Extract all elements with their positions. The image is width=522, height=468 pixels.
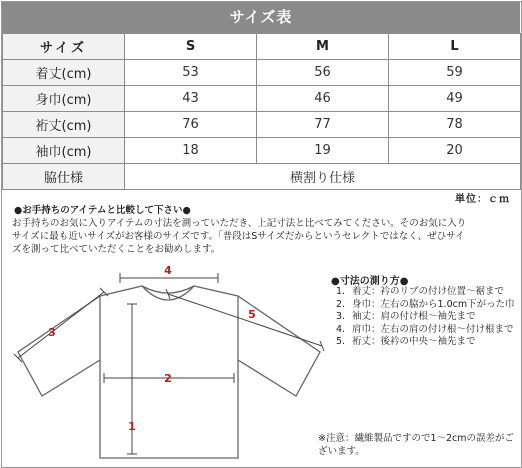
dimension-label-5: 5 bbox=[248, 308, 256, 321]
table-row bbox=[3, 86, 521, 112]
table-cell: 18 bbox=[125, 138, 257, 164]
list-number: 5. bbox=[336, 336, 346, 348]
dimension-label-2: 2 bbox=[164, 372, 172, 385]
compare-line: お手持ちのお気に入りアイテムの寸法を測っていただき、上記寸法と比べてみてください。そのお気に入り bbox=[12, 218, 467, 229]
tshirt-diagram bbox=[0, 240, 330, 468]
dimension-label-4: 4 bbox=[164, 264, 172, 277]
compare-line: サイズに最も近いサイズがお客様のサイズです。「普段はSサイズだからというセレクトではなく、ぜひサイ bbox=[12, 231, 465, 242]
table-cell: 78 bbox=[389, 112, 521, 138]
measure-list bbox=[336, 286, 518, 349]
list-number: 4. bbox=[336, 323, 346, 335]
tshirt-left-sleeve bbox=[18, 296, 100, 396]
table-cell: 56 bbox=[257, 60, 389, 86]
measure-heading: ●寸法の測り方● bbox=[331, 276, 409, 287]
table-cell: 43 bbox=[125, 86, 257, 112]
table-cell: 53 bbox=[125, 60, 257, 86]
list-number: 3. bbox=[336, 311, 346, 323]
table-row bbox=[3, 138, 521, 164]
tshirt-collar bbox=[142, 286, 194, 293]
compare-heading: ●お手持ちのアイテムと比較して下さい● bbox=[14, 205, 191, 216]
dimension-label-1: 1 bbox=[128, 420, 136, 433]
table-cell-merged: 横割り仕様 bbox=[125, 164, 521, 190]
table-cell: 76 bbox=[125, 112, 257, 138]
row-label: 袖巾(cm) bbox=[3, 138, 125, 164]
unit-label: 単位：ｃｍ bbox=[455, 194, 510, 205]
table-header-cell: S bbox=[125, 34, 257, 60]
list-text: 裄丈：後衿の中央～袖先まで bbox=[352, 336, 476, 348]
size-table bbox=[2, 33, 521, 190]
row-label: 身巾(cm) bbox=[3, 86, 125, 112]
list-text: 袖丈：肩の付け根～袖先まで bbox=[352, 311, 476, 323]
table-cell: 59 bbox=[389, 60, 521, 86]
list-number: 2. bbox=[336, 298, 346, 310]
table-row bbox=[3, 112, 521, 138]
table-cell: 46 bbox=[257, 86, 389, 112]
table-header-cell: サイズ bbox=[3, 34, 125, 60]
list-text: 着丈：衿のリブの付け位置～裾まで bbox=[352, 286, 505, 297]
list-item bbox=[336, 299, 518, 312]
page-title: サイズ表 bbox=[2, 2, 520, 33]
list-item bbox=[336, 286, 518, 299]
table-header-cell: L bbox=[389, 34, 521, 60]
table-cell: 20 bbox=[389, 138, 521, 164]
list-text: 身巾：左右の脇から1.0cm下がった巾 bbox=[352, 298, 515, 310]
compare-line: ズを測って比べていただくことをお勧めします。 bbox=[12, 244, 221, 255]
caution-note: ※注意：繊維製品ですので1～2cmの誤差がございます。 bbox=[318, 433, 515, 457]
row-label: 着丈(cm) bbox=[3, 60, 125, 86]
list-item bbox=[336, 311, 518, 324]
list-item bbox=[336, 324, 518, 337]
table-cell: 49 bbox=[389, 86, 521, 112]
row-label: 裄丈(cm) bbox=[3, 112, 125, 138]
table-cell: 19 bbox=[257, 138, 389, 164]
list-number: 1. bbox=[336, 286, 346, 297]
table-row bbox=[3, 60, 521, 86]
list-item bbox=[336, 336, 518, 349]
table-row bbox=[3, 164, 521, 190]
dimension-label-3: 3 bbox=[48, 326, 56, 339]
row-label: 脇仕様 bbox=[3, 164, 125, 190]
table-header-cell: M bbox=[257, 34, 389, 60]
table-cell: 77 bbox=[257, 112, 389, 138]
table-header-row bbox=[3, 34, 521, 60]
list-text: 肩巾：左右の肩の付け根～付け根まで bbox=[352, 323, 514, 335]
tshirt-right-sleeve bbox=[100, 286, 320, 396]
